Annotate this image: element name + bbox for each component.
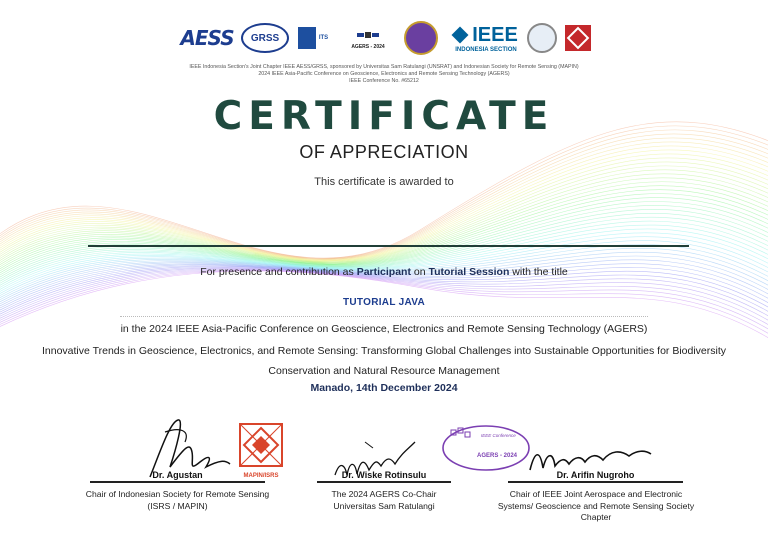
conference-line1: in the 2024 IEEE Asia-Pacific Conference on Geoscience, Electronics and Remote Sensing Technology (AGERS) [120, 323, 648, 335]
signatory-role-2 [290, 489, 478, 512]
presence-prefix: For presence and contribution as [200, 266, 357, 278]
mapin-logo [563, 20, 593, 56]
signatory-role-1-line2: (ISRS / MAPIN) [147, 500, 208, 511]
presence-role: Participant [356, 266, 411, 278]
grss-logo: GRSS [241, 20, 289, 56]
logo-bar [0, 20, 768, 60]
presence-middle: on [410, 266, 429, 278]
signature-line-1 [90, 481, 265, 483]
header-note-line2: 2024 IEEE Asia-Pacific Conference on Geoscience, Electronics and Remote Sensing Technology (AGERS) [258, 70, 510, 77]
signatory-role-2-line2: Universitas Sam Ratulangi [333, 500, 435, 511]
seal-logo [527, 20, 557, 56]
signatory-role-1-line1: Chair of Indonesian Society for Remote Sensing [85, 489, 270, 499]
signatory-role-1 [60, 489, 295, 512]
signatory-role-2-line1: The 2024 AGERS Co-Chair [331, 489, 437, 499]
header-note-line1: IEEE Indonesia Section's Joint Chapter IEEE AESS/GRSS, sponsored by Universitas Sam Ratulangi (UNSRAT) and Indonesian Society for Remote Sensing (MAPIN) [189, 64, 579, 70]
topic-title: TUTORIAL JAVA [342, 297, 426, 308]
header-note-line3: IEEE Conference No. #65212 [349, 77, 419, 84]
conference-theme-line2: Conservation and Natural Resource Management [268, 365, 500, 377]
signature-line-3 [508, 481, 683, 483]
signature-line-2 [317, 481, 451, 483]
agers-stamp-conf-label: IEEE Conference [481, 433, 516, 438]
unsrat-logo [403, 20, 439, 56]
certificate-title: CERTIFICATE [213, 94, 555, 139]
aess-logo: AESS [180, 26, 234, 50]
agers-stamp-oval-icon [441, 424, 531, 472]
satellite-icon [357, 26, 379, 44]
ieee-indonesia-logo: IEEE INDONESIA SECTION [449, 20, 523, 56]
signatory-name-1: Dr. Agustan [152, 470, 203, 480]
agers-logo: AGERS - 2024 [342, 20, 394, 56]
place-date: Manado, 14th December 2024 [310, 382, 458, 394]
presence-session: Tutorial Session [428, 266, 510, 278]
its-logo: ITS [293, 20, 333, 56]
mapin-stamp-label: MAPIN/ISRS [243, 473, 279, 479]
signatory-name-3: Dr. Arifin Nugroho [556, 470, 635, 480]
agers-stamp [441, 424, 531, 472]
presence-suffix: with the title [509, 266, 568, 278]
mapin-emblem-icon [234, 422, 288, 468]
wave-line [0, 270, 768, 347]
certificate-subtitle: OF APPRECIATION [299, 142, 469, 162]
conference-theme-line1: Innovative Trends in Geoscience, Electronics, and Remote Sensing: Transforming Global Challenges into Sustainable Opportunities for Biodiversity [41, 345, 727, 357]
agers-stamp-label: AGERS - 2024 [477, 453, 518, 459]
signatory-role-3-line3: Chapter [580, 512, 612, 523]
signatory-role-3 [486, 489, 706, 524]
signatory-role-3-line2: Systems/ Geoscience and Remote Sensing Society [497, 500, 695, 511]
topic-divider [120, 316, 648, 317]
recipient-name-line [88, 245, 689, 247]
signatory-role-3-line1: Chair of IEEE Joint Aerospace and Electronic [509, 489, 683, 499]
awarded-text: This certificate is awarded to [314, 176, 454, 188]
header-note [0, 64, 768, 84]
presence-text [0, 266, 768, 278]
mapin-stamp [234, 422, 288, 479]
signatory-name-2: Dr. Wiske Rotinsulu [341, 470, 427, 480]
